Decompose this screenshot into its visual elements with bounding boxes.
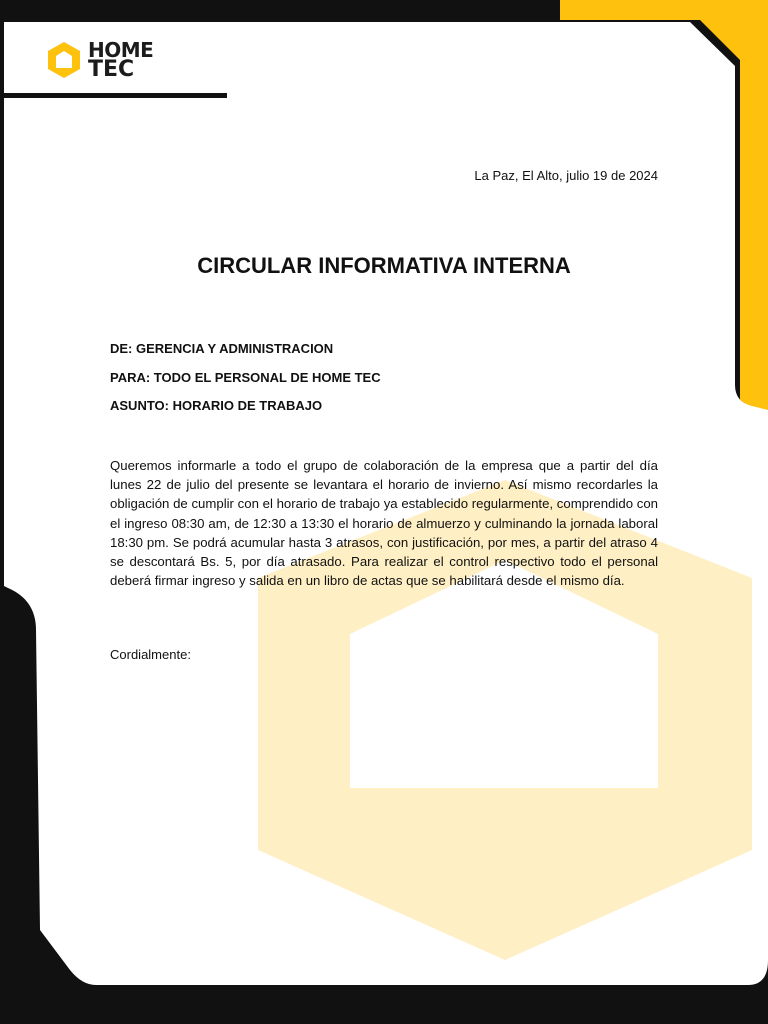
- to-line: PARA: TODO EL PERSONAL DE HOME TEC: [110, 370, 381, 385]
- logo-wordmark: [88, 40, 178, 80]
- letter-body: Queremos informarle a todo el grupo de colaboración de la empresa que a partir del día lunes 22 de julio del presente se levantara el horario de invierno. Así mismo recordarles la obligación de cumplir con el horario de trabajo ya establecido regularmente, comprendido con el ingreso 08:30 am, de 12:30 a 13:30 el horario de almuerzo y culminando la jornada laboral 18:30 pm. Se podrá acumular hasta 3 atrasos, con justificación, por mes, a partir del atraso 4 se descontará Bs. 5, por día atrasado. Para realizar el control respectivo todo el personal deberá firmar ingreso y salida en un libro de actas que se habilitará desde el mismo día.: [110, 458, 658, 589]
- subject-line: ASUNTO: HORARIO DE TRABAJO: [110, 398, 323, 413]
- logo-text-home: HOME: [88, 38, 154, 62]
- hexagon-house-icon: [46, 40, 82, 80]
- letter-closing: Cordialmente:: [110, 647, 191, 662]
- header-divider: [4, 93, 227, 98]
- home-tec-logo: [46, 40, 176, 84]
- from-line: DE: GERENCIA Y ADMINISTRACION: [110, 341, 334, 356]
- letter-title: CIRCULAR INFORMATIVA INTERNA: [197, 253, 571, 278]
- letter-date: La Paz, El Alto, julio 19 de 2024: [474, 168, 658, 183]
- logo-text-tec: TEC: [88, 57, 135, 82]
